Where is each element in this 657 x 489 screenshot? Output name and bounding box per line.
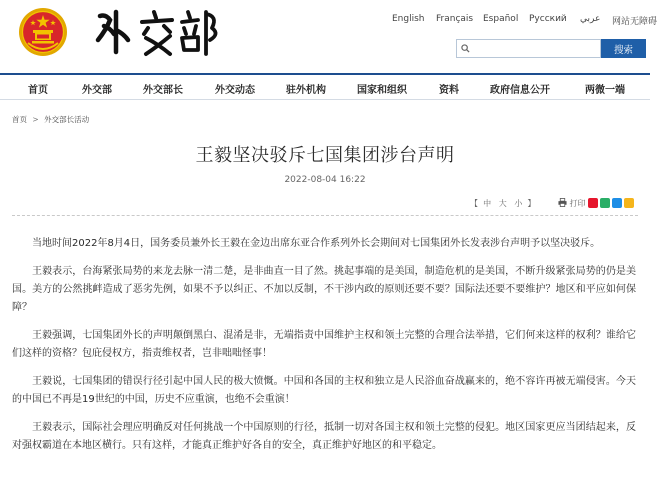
font-size-small[interactable]: 小 [514, 199, 523, 208]
nav-item-missions[interactable]: 驻外机构 [286, 85, 326, 96]
lang-english[interactable]: English [392, 14, 425, 24]
language-bar [392, 14, 657, 28]
lang-french[interactable]: Français [436, 14, 474, 24]
wechat-share-icon[interactable] [600, 198, 610, 208]
article-date: 2022-08-04 16:22 [284, 175, 366, 185]
accessibility-link[interactable]: 网站无障碍 [612, 17, 657, 27]
article-paragraph: 王毅表示，国际社会理应明确反对任何挑战一个中国原则的行径，抵制一切对各国主权和领土完整的侵犯。地区国家更应当团结起来，反对强权霸道在本地区横行。只有这样，才能真正维护好各自的安全，真正维护好地区的和平稳定。 [12, 422, 636, 451]
breadcrumb-separator: > [32, 115, 39, 124]
article-paragraph: 王毅表示，台海紧张局势的来龙去脉一清二楚，是非曲直一目了然。挑起事端的是美国，制造危机的是美国，不断升级紧张局势的仍是美国。美方的公然挑衅造成了恶劣先例，如果不予以纠正、不加以反制，不干涉内政的原则还要不要？国际法还要不要维护？地区和平应如何保障？ [12, 266, 636, 313]
breadcrumb [12, 114, 89, 125]
search-input[interactable] [473, 41, 597, 56]
article-divider [12, 215, 638, 216]
article-paragraph: 王毅强调，七国集团外长的声明颠倒黑白、混淆是非，无端指责中国维护主权和领土完整的合理合法举措，它们何来这样的权利？谁给它们这样的资格？包庇侵权方，指责维权者，岂非咄咄怪事！ [12, 330, 636, 359]
nav-item-social[interactable]: 两微一端 [585, 85, 625, 96]
font-size-selector: 【 中 大 小 】 [470, 199, 536, 208]
search-icon [461, 44, 470, 53]
nav-item-ministry[interactable]: 外交部 [82, 85, 112, 96]
nav-item-diplomatic-news[interactable]: 外交动态 [215, 85, 255, 96]
qq-share-icon[interactable] [612, 198, 622, 208]
main-nav [0, 73, 650, 100]
font-size-medium[interactable]: 大 [498, 199, 507, 208]
article-body [12, 235, 636, 465]
font-size-large[interactable]: 中 [483, 199, 492, 208]
print-button[interactable] [558, 198, 586, 209]
search-bar [456, 39, 646, 58]
search-box [456, 39, 601, 58]
breadcrumb-minister-activities[interactable]: 外交部长活动 [44, 115, 90, 124]
lang-arabic[interactable]: عربي [580, 14, 601, 24]
lang-spanish[interactable]: Español [483, 14, 519, 24]
lang-russian[interactable]: Русский [529, 14, 567, 24]
site-logo-calligraphy [92, 6, 222, 60]
article-paragraph: 当地时间2022年8月4日，国务委员兼外长王毅在金边出席东亚合作系列外长会期间对七国集团外长发表涉台声明予以坚决驳斥。 [32, 238, 601, 249]
article-title: 王毅坚决驳斥七国集团涉台声明 [195, 145, 455, 166]
nav-item-home[interactable]: 首页 [28, 85, 48, 96]
article-paragraph: 王毅说，七国集团的错误行径引起中国人民的极大愤慨。中国和各国的主权和独立是人民浴血奋战赢来的，绝不容许再被无端侵害。今天的中国已不再是19世纪的中国，历史不应重演，也绝不会重演！ [12, 376, 636, 405]
article-tools [470, 198, 640, 210]
breadcrumb-home[interactable]: 首页 [12, 115, 27, 124]
nav-item-gov-info[interactable]: 政府信息公开 [490, 85, 550, 96]
printer-icon [558, 198, 567, 207]
print-label: 打印 [569, 199, 586, 208]
nav-item-minister[interactable]: 外交部长 [143, 85, 183, 96]
nav-item-countries[interactable]: 国家和组织 [357, 85, 407, 96]
weibo-share-icon[interactable] [588, 198, 598, 208]
search-button[interactable]: 搜索 [601, 39, 646, 58]
qzone-share-icon[interactable] [624, 198, 634, 208]
nav-item-resources[interactable]: 资料 [439, 85, 459, 96]
